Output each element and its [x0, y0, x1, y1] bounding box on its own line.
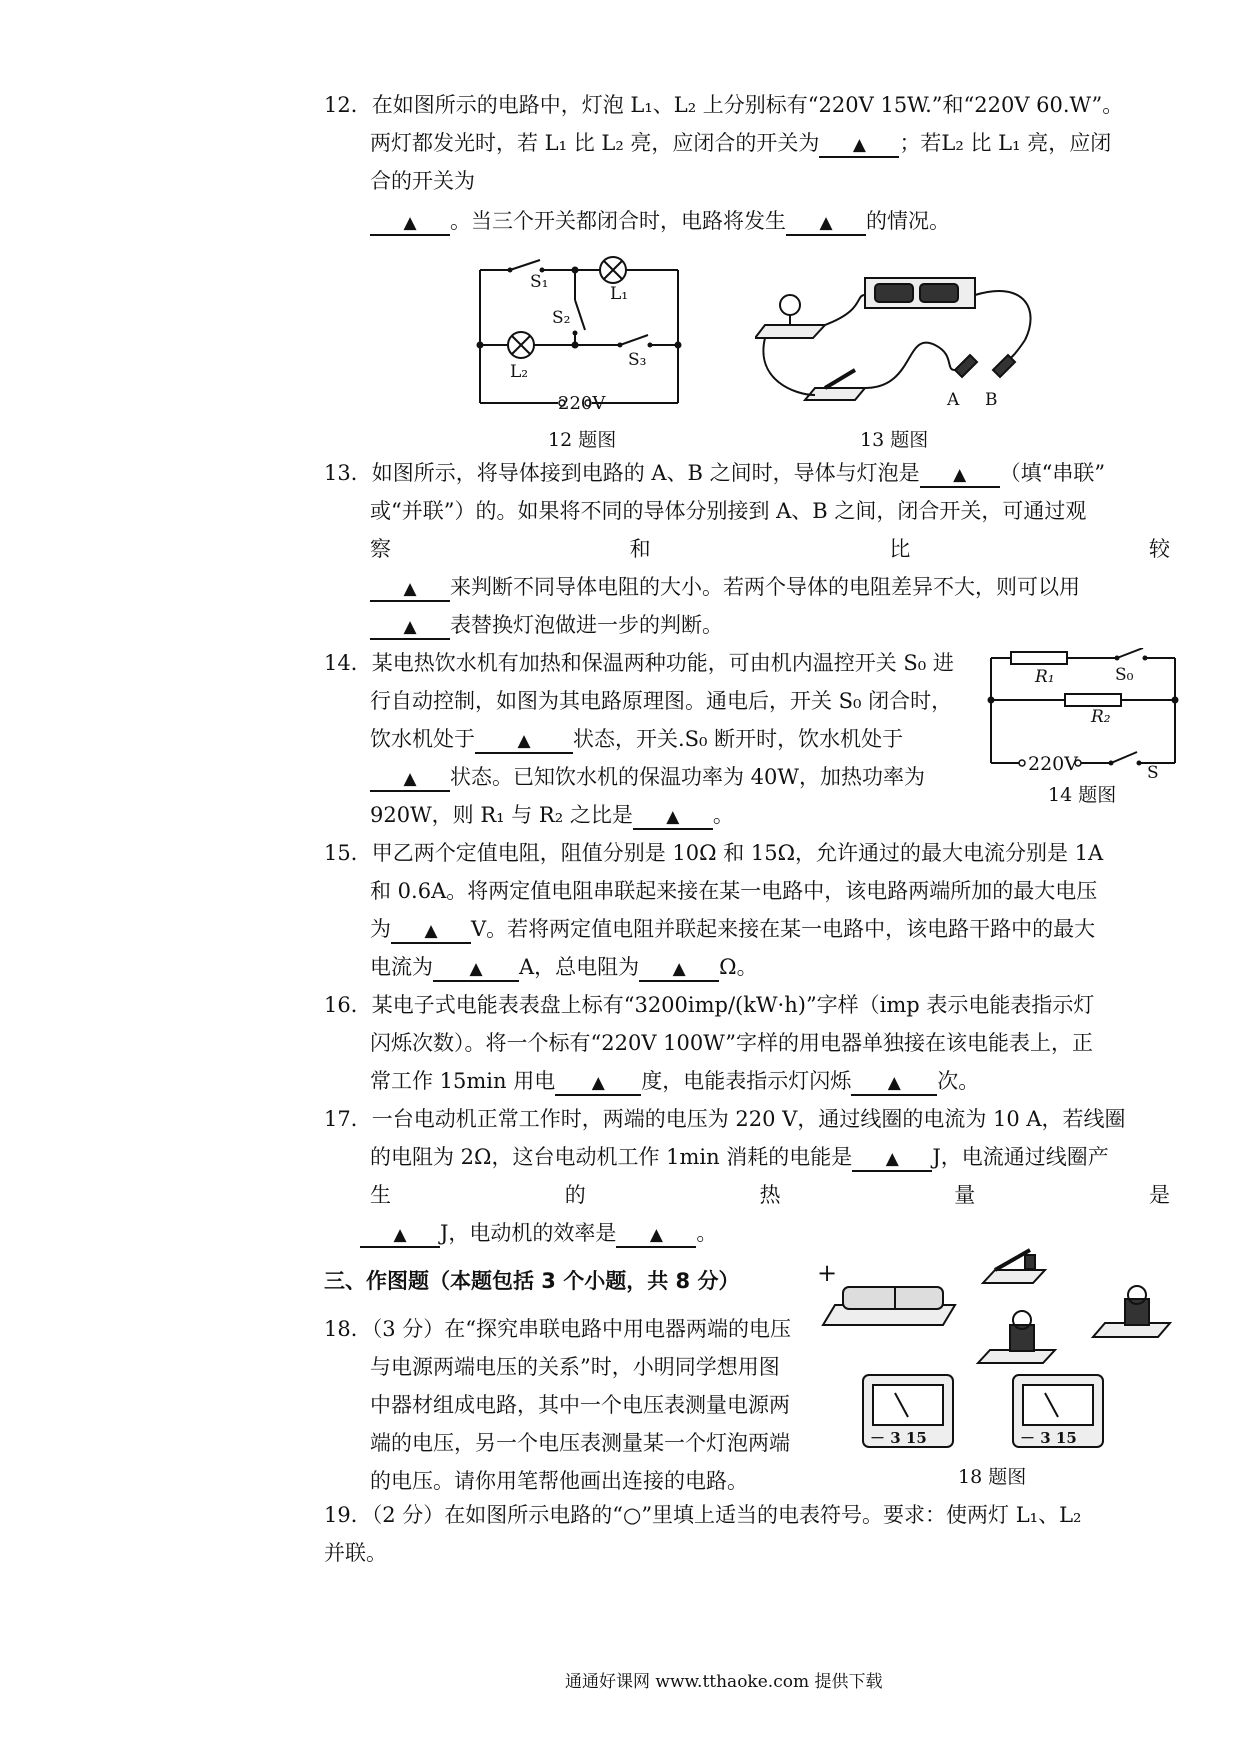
- label-s2: S₂: [552, 308, 571, 328]
- plus-sign: +: [817, 1259, 838, 1287]
- triangle-mark: ▲: [649, 1225, 663, 1245]
- q16-text: 度，电能表指示灯闪烁: [641, 1069, 852, 1093]
- answer-blank[interactable]: [370, 614, 450, 640]
- q14-text: 状态，开关.S₀ 断开时，饮水机处于: [573, 727, 904, 751]
- q13-word: 较: [1148, 537, 1170, 561]
- q15-line-1: 15．甲乙两个定值电阻，阻值分别是 10Ω 和 15Ω，允许通过的最大电流分别是 1A: [324, 841, 1104, 865]
- answer-blank[interactable]: [819, 132, 899, 158]
- answer-blank[interactable]: [851, 1070, 937, 1096]
- triangle-mark: ▲: [517, 731, 531, 751]
- triangle-mark: ▲: [424, 921, 438, 941]
- q15-line-3: [370, 914, 1095, 944]
- label-220v: 220V: [1028, 753, 1078, 775]
- triangle-mark: ▲: [469, 959, 483, 979]
- q13-text: （填“串联”: [999, 461, 1106, 485]
- answer-blank[interactable]: [920, 462, 1000, 488]
- q17-text: J，电流通过线圈产: [932, 1145, 1109, 1169]
- q12-line-3: 合的开关为: [370, 169, 475, 193]
- q15-text: 电流为: [370, 955, 433, 979]
- q16-line-2: 闪烁次数）。将一个标有“220V 100W”字样的用电器单独接在该电能表上，正: [370, 1031, 1093, 1055]
- answer-blank[interactable]: [555, 1070, 641, 1096]
- triangle-mark: ▲: [403, 213, 417, 233]
- q17-word: 的: [564, 1183, 586, 1207]
- answer-blank[interactable]: [786, 210, 866, 236]
- q14-line-4: [370, 762, 925, 792]
- q16-line-1: 16．某电子式电能表表盘上标有“3200imp/(kW·h)”字样（imp 表示电能表指示灯: [324, 993, 1095, 1017]
- q12-line-2: [370, 128, 1111, 158]
- q14-text: 状态。已知饮水机的保温功率为 40W，加热功率为: [450, 765, 925, 789]
- meter-2-terminals: － 3 15: [1020, 1429, 1077, 1447]
- q15-line-2: 和 0.6A。将两定值电阻串联起来接在某一电路中，该电路两端所加的最大电压: [370, 879, 1098, 903]
- q17-line-4: [360, 1218, 717, 1248]
- q17-word: 量: [954, 1183, 976, 1207]
- label-a: A: [947, 390, 960, 410]
- q12-text: 。当三个开关都闭合时，电路将发生: [450, 209, 786, 233]
- q12-text: 两灯都发光时，若 L₁ 比 L₂ 亮，应闭合的开关为: [370, 131, 820, 155]
- q13-line-3: [370, 534, 1170, 564]
- triangle-mark: ▲: [666, 807, 680, 827]
- label-b: B: [985, 390, 998, 410]
- q17-line-3: [370, 1180, 1170, 1210]
- q15-text: 为: [370, 917, 391, 941]
- q16-line-3: [370, 1066, 979, 1096]
- q18-line-4: 端的电压，另一个电压表测量某一个灯泡两端: [370, 1431, 790, 1455]
- q12-text: ；若L₂ 比 L₁ 亮，应闭: [899, 131, 1112, 155]
- q15-line-4: [370, 952, 758, 982]
- triangle-mark: ▲: [885, 1149, 899, 1169]
- fig18-caption: 18 题图: [958, 1466, 1027, 1488]
- triangle-mark: ▲: [403, 579, 417, 599]
- q13-text: 13．如图所示，将导体接到电路的 A、B 之间时，导体与灯泡是: [324, 461, 920, 485]
- q13-text: 来判断不同导体电阻的大小。若两个导体的电阻差异不大，则可以用: [450, 575, 1080, 599]
- q15-text: Ω。: [719, 955, 758, 979]
- q17-line-2: [370, 1142, 1109, 1172]
- triangle-mark: ▲: [403, 617, 417, 637]
- label-l1: L₁: [610, 284, 629, 304]
- q13-line-4: [370, 572, 1080, 602]
- fig13-apparatus: [755, 270, 1045, 415]
- q13-line-5: [370, 610, 723, 640]
- q14-line-5: [370, 800, 734, 830]
- q15-text: A，总电阻为: [519, 955, 640, 979]
- answer-blank[interactable]: [639, 956, 719, 982]
- answer-blank[interactable]: [370, 576, 450, 602]
- q18-line-2: 与电源两端电压的关系”时，小明同学想用图: [370, 1355, 780, 1379]
- q12-line-4: [370, 206, 950, 236]
- answer-blank[interactable]: [852, 1146, 932, 1172]
- q16-text: 次。: [937, 1069, 980, 1093]
- q13-word: 比: [889, 537, 911, 561]
- q14-line-2: 行自动控制，如图为其电路原理图。通电后，开关 S₀ 闭合时，: [370, 689, 953, 713]
- triangle-mark: ▲: [819, 213, 833, 233]
- q13-line-2: 或“并联”）的。如果将不同的导体分别接到 A、B 之间，闭合开关，可通过观: [370, 499, 1087, 523]
- label-r1: R₁: [1035, 667, 1055, 687]
- answer-blank[interactable]: [370, 766, 450, 792]
- answer-blank[interactable]: [370, 210, 450, 236]
- section-3-heading: 三、作图题（本题包括 3 个小题，共 8 分）: [324, 1269, 740, 1293]
- label-s3: S₃: [628, 350, 647, 370]
- q17-text: J，电动机的效率是: [440, 1221, 617, 1245]
- q13-word: 和: [629, 537, 651, 561]
- label-s1: S₁: [530, 272, 549, 292]
- q17-text: 。: [696, 1221, 718, 1245]
- answer-blank[interactable]: [433, 956, 519, 982]
- q17-text: 的电阻为 2Ω，这台电动机工作 1min 消耗的电能是: [370, 1145, 853, 1169]
- q12-line-1: 12．在如图所示的电路中，灯泡 L₁、L₂ 上分别标有“220V 15W.”和“220V 60.W”。: [324, 93, 1124, 117]
- triangle-mark: ▲: [953, 465, 967, 485]
- label-s: S: [1147, 763, 1159, 783]
- q13-word: 察: [370, 537, 391, 561]
- q15-text: V。若将两定值电阻并联起来接在某一电路中，该电路干路中的最大: [471, 917, 1096, 941]
- q13-text: 表替换灯泡做进一步的判断。: [450, 613, 723, 637]
- q14-line-1: 14．某电热饮水机有加热和保温两种功能，可由机内温控开关 S₀ 进: [324, 651, 954, 675]
- triangle-mark: ▲: [852, 135, 866, 155]
- q18-line-5: 的电压。请你用笔帮他画出连接的电路。: [370, 1469, 748, 1493]
- q14-text: 920W，则 R₁ 与 R₂ 之比是: [370, 803, 633, 827]
- label-s0: S₀: [1115, 665, 1134, 685]
- triangle-mark: ▲: [887, 1073, 901, 1093]
- q14-line-3: [370, 724, 903, 754]
- q14-text: 饮水机处于: [370, 727, 475, 751]
- fig13-caption: 13 题图: [860, 429, 929, 451]
- q17-word: 是: [1149, 1183, 1170, 1207]
- answer-blank[interactable]: [475, 728, 573, 754]
- q19-line-2: 并联。: [324, 1541, 387, 1565]
- fig14-circuit: [985, 648, 1185, 783]
- fig12-caption: 12 题图: [548, 429, 617, 451]
- q17-word: 生: [370, 1183, 391, 1207]
- footer-source[interactable]: 通通好课网 www.tthaoke.com 提供下载: [565, 1672, 883, 1692]
- q19-line-1: 19．（2 分）在如图所示电路的“○”里填上适当的电表符号。要求：使两灯 L₁、L₂: [324, 1503, 1082, 1527]
- meter-1-terminals: － 3 15: [870, 1429, 927, 1447]
- q12-text: 的情况。: [866, 209, 950, 233]
- answer-blank[interactable]: [616, 1222, 696, 1248]
- q14-text: 。: [712, 803, 734, 827]
- label-r2: R₂: [1091, 707, 1111, 727]
- q13-line-1: [324, 458, 1105, 488]
- triangle-mark: ▲: [403, 769, 417, 789]
- q16-text: 常工作 15min 用电: [370, 1069, 556, 1093]
- answer-blank[interactable]: [391, 918, 471, 944]
- triangle-mark: ▲: [591, 1073, 605, 1093]
- label-l2: L₂: [510, 362, 529, 382]
- fig18-equipment: [815, 1225, 1195, 1465]
- q17-line-1: 17．一台电动机正常工作时，两端的电压为 220 V，通过线圈的电流为 10 A，若线圈: [324, 1107, 1126, 1131]
- answer-blank[interactable]: [633, 804, 713, 830]
- triangle-mark: ▲: [393, 1225, 407, 1245]
- triangle-mark: ▲: [672, 959, 686, 979]
- q18-line-3: 中器材组成电路，其中一个电压表测量电源两: [370, 1393, 790, 1417]
- fig14-caption: 14 题图: [1048, 784, 1117, 806]
- fig12-circuit: [470, 255, 690, 415]
- label-220v: 220V: [558, 393, 606, 414]
- q17-word: 热: [759, 1183, 781, 1207]
- q18-line-1: 18．（3 分）在“探究串联电路中用电器两端的电压: [324, 1317, 791, 1341]
- answer-blank[interactable]: [360, 1222, 440, 1248]
